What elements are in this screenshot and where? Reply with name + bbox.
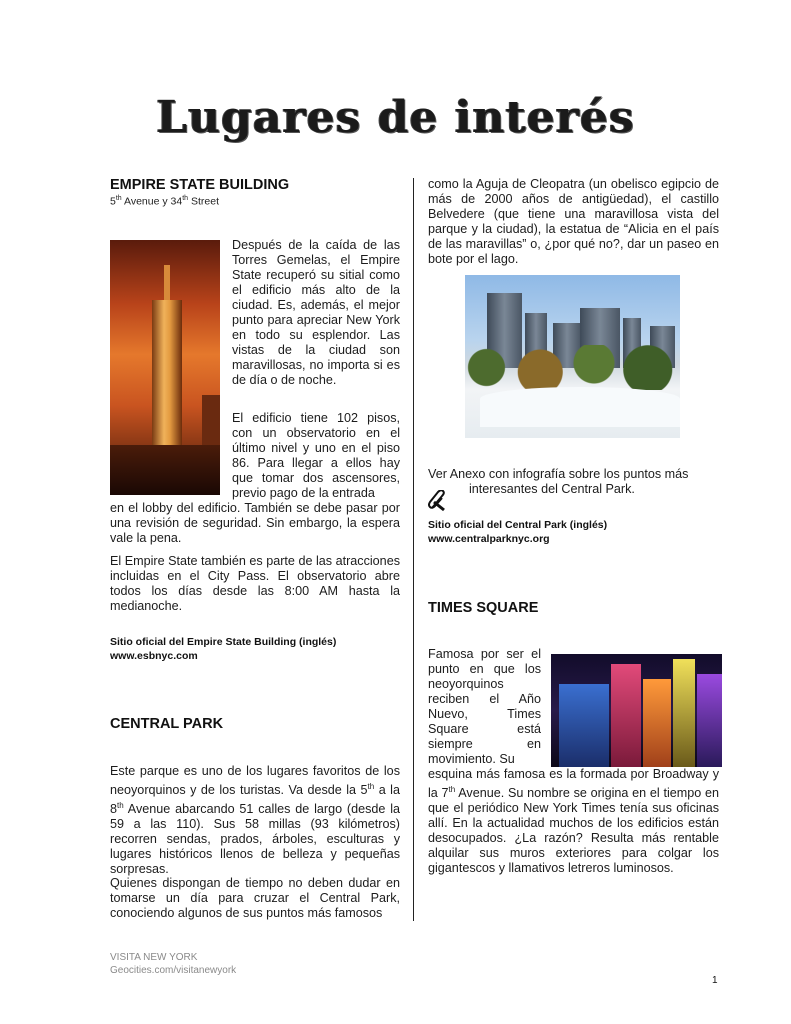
central-park-heading: CENTRAL PARK [110, 716, 224, 732]
empire-site-label: Sitio oficial del Empire State Building (inglés) [110, 636, 337, 648]
footer-url[interactable]: Geocities.com/visitanewyork [110, 965, 237, 976]
times-square-paragraph: esquina más famosa es la formada por Broadway y la 7th Avenue. Su nombre se origina en el tiempo en que el periódico New York Times tenía sus oficinas allí. En la actualidad muchos de los edificios están desocupados. ¿La razón? Resulta más rentable alquilar sus muros exteriores para colgar los gigantescos y llamativos letreros luminosos. [428, 767, 719, 876]
empire-paragraph-1: Después de la caída de las Torres Gemelas, el Empire State recuperó su sitial como el edificio más alto de la ciudad. Es, además, el mejor punto para apreciar New York en todo su esplendor. Las vistas de la ciudad son maravillosas, no importa si es de día o de noche. [232, 238, 400, 387]
annex-line-2: interesantes del Central Park. [469, 482, 635, 496]
central-park-site-link[interactable]: www.centralparknyc.org [428, 533, 550, 545]
empire-paragraph-3: El Empire State también es parte de las atracciones incluidas en el City Pass. El observatorio abre todos los días desde las 8:00 AM hasta la medianoche. [110, 554, 400, 613]
empire-state-photo [110, 240, 220, 495]
empire-heading: EMPIRE STATE BUILDING [110, 177, 290, 193]
footer-site-name: VISITA NEW YORK [110, 952, 198, 963]
times-square-photo [551, 654, 722, 767]
central-park-paragraph-2: Quienes dispongan de tiempo no deben dudar en tomarse un día para cruzar el Central Park, conociendo algunos de sus puntos más famosos [110, 876, 400, 920]
annex-line-1: Ver Anexo con infografía sobre los puntos más [428, 467, 689, 481]
empire-paragraph-2b: en el lobby del edificio. También se debe pasar por una revisión de seguridad. Sin embargo, la espera vale la pena. [110, 501, 400, 545]
times-square-paragraph-wrap: Famosa por ser el punto en que los neoyorquinos reciben el Año Nuevo, Times Square está siempre en movimiento. Su [428, 647, 541, 766]
central-park-paragraph-1: Este parque es uno de los lugares favoritos de los neoyorquinos y de los turistas. Va desde la 5th a la 8th Avenue abarcando 51 calles de largo (desde la 59 a las 110). Sus 58 millas (93 kilómetros) recorren sendas, prados, árboles, esculturas y lugares históricos llenos de belleza y pequeñas sorpresas. [110, 764, 400, 877]
central-park-paragraph-2-cont: como la Aguja de Cleopatra (un obelisco egipcio de más de 2000 años de antigüedad), el castillo Belvedere (que tiene una maravillosa vista del parque y la ciudad), la estatua de “Alicia en el país de las maravillas” o, ¿por qué no?, dar un paseo en bote por el lago. [428, 177, 719, 266]
empire-paragraph-2a: El edificio tiene 102 pisos, con un observatorio en el último nivel y uno en el piso 86. Para llegar a ellos hay que tomar dos ascensores, previo pago de la entrada [232, 411, 400, 500]
central-park-photo [465, 275, 680, 438]
column-divider [413, 178, 414, 921]
page-title: Lugares de interés [0, 92, 791, 143]
empire-address: 5th Avenue y 34th Street [110, 195, 219, 208]
times-square-heading: TIMES SQUARE [428, 600, 539, 616]
central-park-site-label: Sitio oficial del Central Park (inglés) [428, 519, 608, 531]
empire-site-link[interactable]: www.esbnyc.com [110, 650, 198, 662]
page-number: 1 [712, 975, 718, 986]
paperclip-icon [428, 490, 448, 512]
